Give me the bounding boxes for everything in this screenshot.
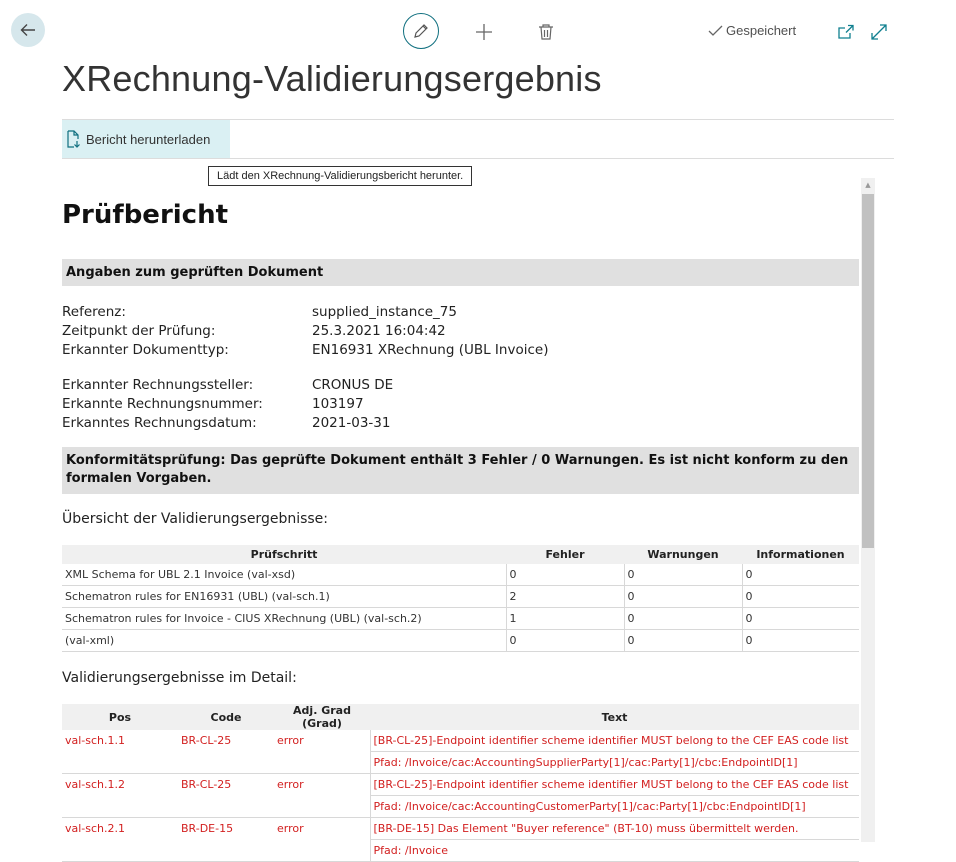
field-value: 103197 — [312, 396, 364, 412]
delete-button[interactable] — [534, 20, 558, 44]
column-header: Text — [370, 704, 859, 730]
path-cell: Pfad: /Invoice/cac:AccountingSupplierParty[1]/cac:Party[1]/cbc:EndpointID[1] — [370, 752, 859, 774]
save-status-label: Gespeichert — [726, 23, 797, 38]
trash-icon — [538, 23, 554, 41]
document-info-heading: Angaben zum geprüften Dokument — [62, 259, 859, 286]
edit-button[interactable] — [403, 13, 439, 49]
table-cell: 0 — [742, 608, 859, 630]
position-cell: val-sch.1.2 — [62, 774, 178, 818]
grade-cell: error — [274, 774, 370, 818]
table-cell: 0 — [624, 586, 742, 608]
column-header: Fehler — [506, 545, 624, 564]
position-cell: val-sch.2.1 — [62, 818, 178, 862]
position-cell: val-sch.1.1 — [62, 730, 178, 774]
table-header-row — [62, 545, 859, 564]
top-toolbar — [0, 0, 956, 62]
field-label: Erkanntes Rechnungsdatum: — [62, 415, 257, 431]
path-cell: Pfad: /Invoice — [370, 840, 859, 862]
scroll-thumb[interactable] — [862, 194, 874, 548]
conformity-heading: Konformitätsprüfung: Das geprüfte Dokument enthält 3 Fehler / 0 Warnungen. Es ist nicht konform zu den formalen Vorgaben. — [62, 447, 859, 494]
scroll-up-arrow-icon[interactable]: ▲ — [865, 181, 871, 189]
column-header: Warnungen — [624, 545, 742, 564]
expand-icon — [870, 23, 888, 41]
table-cell: Schematron rules for Invoice - CIUS XRechnung (UBL) (val-sch.2) — [62, 608, 506, 630]
code-cell: BR-DE-15 — [178, 818, 274, 862]
popout-icon — [837, 24, 855, 40]
detail-table — [62, 704, 859, 862]
table-cell: 0 — [506, 564, 624, 586]
field-value: CRONUS DE — [312, 377, 394, 393]
report-viewer — [62, 190, 859, 857]
column-header: Adj. Grad (Grad) — [274, 704, 370, 730]
table-row — [62, 818, 859, 840]
field-label: Erkannte Rechnungsnummer: — [62, 396, 263, 412]
column-header: Prüfschritt — [62, 545, 506, 564]
path-cell: Pfad: /Invoice/cac:AccountingCustomerParty[1]/cac:Party[1]/cbc:EndpointID[1] — [370, 796, 859, 818]
field-value: supplied_instance_75 — [312, 304, 457, 320]
table-cell: 0 — [624, 630, 742, 652]
grade-cell: error — [274, 818, 370, 862]
download-document-icon — [64, 130, 82, 148]
table-row — [62, 730, 859, 752]
table-cell: 0 — [624, 564, 742, 586]
download-tooltip: Lädt den XRechnung-Validierungsbericht herunter. — [208, 166, 472, 186]
new-button[interactable] — [472, 20, 496, 44]
code-cell: BR-CL-25 — [178, 774, 274, 818]
table-cell: 0 — [624, 608, 742, 630]
save-status — [708, 23, 796, 38]
field-label: Zeitpunkt der Prüfung: — [62, 323, 216, 339]
message-cell: [BR-CL-25]-Endpoint identifier scheme identifier MUST belong to the CEF EAS code list — [370, 730, 859, 752]
table-cell: (val-xml) — [62, 630, 506, 652]
page-title: XRechnung-Validierungsergebnis — [62, 58, 602, 99]
table-row — [62, 564, 859, 586]
field-label: Erkannter Dokumenttyp: — [62, 342, 229, 358]
field-value: 25.3.2021 16:04:42 — [312, 323, 446, 339]
expand-button[interactable] — [868, 21, 890, 43]
table-row — [62, 630, 859, 652]
report-scrollbar[interactable] — [861, 178, 875, 842]
overview-title: Übersicht der Validierungsergebnisse: — [62, 511, 329, 527]
pencil-icon — [412, 22, 430, 40]
table-cell: Schematron rules for EN16931 (UBL) (val-sch.1) — [62, 586, 506, 608]
field-label: Erkannter Rechnungssteller: — [62, 377, 254, 393]
download-report-label: Bericht herunterladen — [86, 131, 211, 147]
table-row — [62, 586, 859, 608]
column-header: Code — [178, 704, 274, 730]
detail-title: Validierungsergebnisse im Detail: — [62, 670, 297, 686]
field-value: EN16931 XRechnung (UBL Invoice) — [312, 342, 549, 358]
checkmark-icon — [708, 25, 723, 37]
column-header: Informationen — [742, 545, 859, 564]
table-cell: 2 — [506, 586, 624, 608]
message-cell: [BR-DE-15] Das Element "Buyer reference" (BT-10) muss übermittelt werden. — [370, 818, 859, 840]
table-cell: 0 — [742, 586, 859, 608]
table-row — [62, 608, 859, 630]
report-title: Prüfbericht — [62, 200, 229, 230]
field-value: 2021-03-31 — [312, 415, 391, 431]
table-header-row — [62, 704, 859, 730]
open-new-window-button[interactable] — [835, 21, 857, 43]
action-bar — [62, 119, 894, 159]
column-header: Pos — [62, 704, 178, 730]
plus-icon — [475, 23, 493, 41]
message-cell: [BR-CL-25]-Endpoint identifier scheme identifier MUST belong to the CEF EAS code list — [370, 774, 859, 796]
table-row — [62, 774, 859, 796]
field-label: Referenz: — [62, 304, 126, 320]
grade-cell: error — [274, 730, 370, 774]
code-cell: BR-CL-25 — [178, 730, 274, 774]
table-cell: XML Schema for UBL 2.1 Invoice (val-xsd) — [62, 564, 506, 586]
back-button[interactable] — [11, 13, 45, 47]
overview-table — [62, 545, 859, 652]
table-cell: 0 — [742, 630, 859, 652]
table-cell: 1 — [506, 608, 624, 630]
download-report-button[interactable] — [62, 120, 230, 158]
table-cell: 0 — [742, 564, 859, 586]
arrow-left-icon — [19, 21, 37, 39]
table-cell: 0 — [506, 630, 624, 652]
